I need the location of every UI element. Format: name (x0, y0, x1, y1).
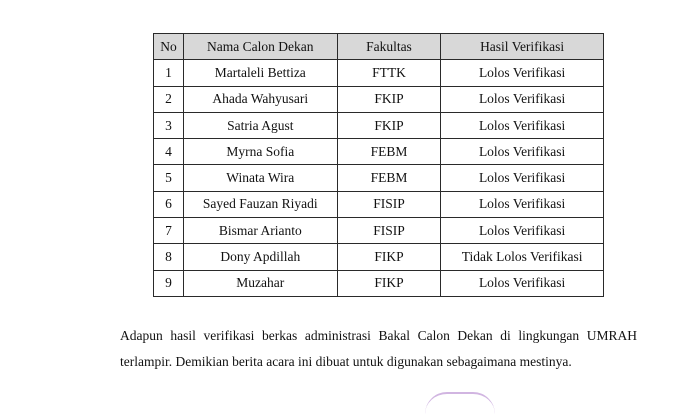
header-faculty: Fakultas (337, 34, 441, 60)
cell-faculty: FISIP (337, 191, 441, 217)
cell-faculty: FKIP (337, 112, 441, 138)
header-no: No (154, 34, 184, 60)
verification-table (153, 33, 604, 297)
cell-result: Lolos Verifikasi (441, 165, 604, 191)
cell-name: Martaleli Bettiza (183, 60, 337, 86)
cell-result: Lolos Verifikasi (441, 139, 604, 165)
cell-faculty: FKIP (337, 86, 441, 112)
cell-result: Lolos Verifikasi (441, 270, 604, 296)
cell-faculty: FIKP (337, 270, 441, 296)
cell-result: Lolos Verifikasi (441, 218, 604, 244)
table-row (154, 139, 604, 165)
cell-faculty: FEBM (337, 139, 441, 165)
cell-name: Ahada Wahyusari (183, 86, 337, 112)
cell-result: Lolos Verifikasi (441, 60, 604, 86)
cell-name: Myrna Sofia (183, 139, 337, 165)
header-result: Hasil Verifikasi (441, 34, 604, 60)
paragraph-line-2: terlampir. Demikian berita acara ini dibuat untuk digunakan sebagaimana mestinya. (120, 354, 572, 369)
cell-no: 9 (154, 270, 184, 296)
table-row (154, 270, 604, 296)
header-name: Nama Calon Dekan (183, 34, 337, 60)
cell-result: Tidak Lolos Verifikasi (441, 244, 604, 270)
cell-no: 8 (154, 244, 184, 270)
table-row (154, 191, 604, 217)
table-row (154, 244, 604, 270)
cell-result: Lolos Verifikasi (441, 191, 604, 217)
table-row (154, 165, 604, 191)
cell-faculty: FIKP (337, 244, 441, 270)
table-row (154, 218, 604, 244)
cell-name: Winata Wira (183, 165, 337, 191)
cell-no: 7 (154, 218, 184, 244)
cell-faculty: FEBM (337, 165, 441, 191)
cell-result: Lolos Verifikasi (441, 86, 604, 112)
cell-no: 6 (154, 191, 184, 217)
closing-paragraph (120, 323, 637, 375)
cell-result: Lolos Verifikasi (441, 112, 604, 138)
cell-name: Dony Apdillah (183, 244, 337, 270)
cell-no: 1 (154, 60, 184, 86)
cell-name: Sayed Fauzan Riyadi (183, 191, 337, 217)
cell-no: 3 (154, 112, 184, 138)
cell-name: Satria Agust (183, 112, 337, 138)
cell-name: Bismar Arianto (183, 218, 337, 244)
cell-faculty: FTTK (337, 60, 441, 86)
table-header-row (154, 34, 604, 60)
cell-name: Muzahar (183, 270, 337, 296)
cell-no: 2 (154, 86, 184, 112)
paragraph-line-1: Adapun hasil verifikasi berkas administrasi Bakal Calon Dekan di lingkungan UMRAH (120, 328, 637, 343)
official-stamp (425, 392, 495, 414)
cell-no: 5 (154, 165, 184, 191)
table-row (154, 60, 604, 86)
cell-no: 4 (154, 139, 184, 165)
cell-faculty: FISIP (337, 218, 441, 244)
table-row (154, 86, 604, 112)
table-row (154, 112, 604, 138)
